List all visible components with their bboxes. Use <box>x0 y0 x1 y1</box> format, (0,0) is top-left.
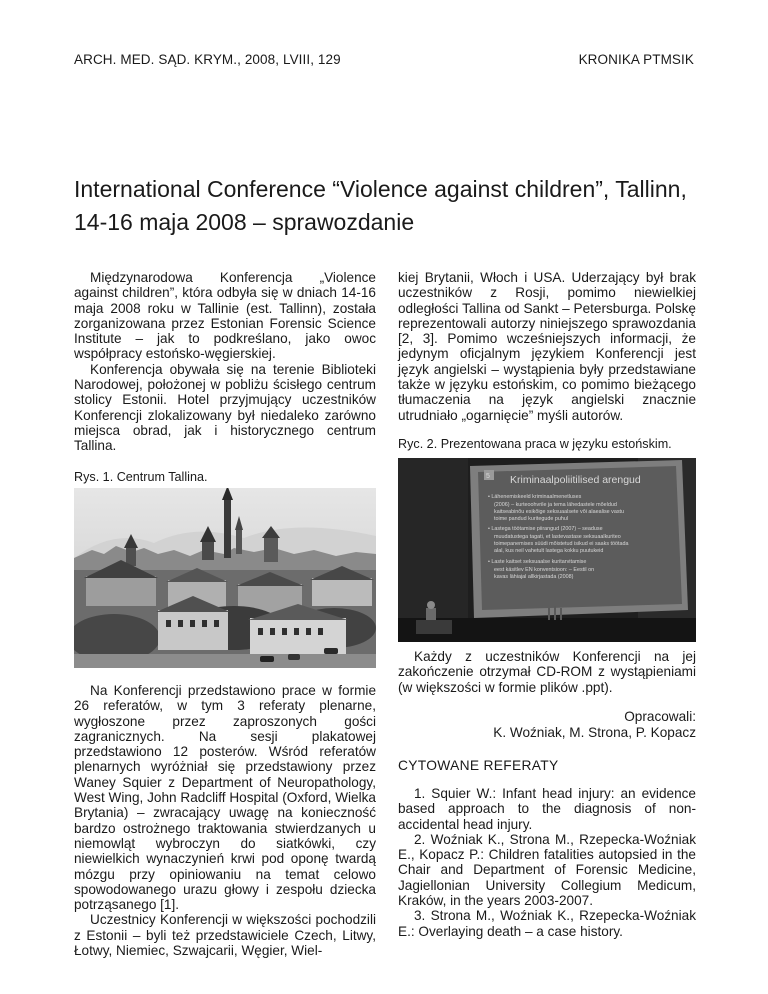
paragraph: Międzynarodowa Konferencja „Violence against children”, która odbyła się w dniach 14-16 maja 2008 roku w Tallinie (est. Tallinn), została zorganizowana przez Estonian Forensic Science Institute – jak to podkreślano, jako owoc współpracy estońsko-węgierskiej. <box>74 270 376 362</box>
left-column-report <box>74 683 376 958</box>
slide-line: kavas lähiajal allkirjastada (2008) <box>494 574 574 580</box>
figure-1-caption: Rys. 1. Centrum Tallina. <box>74 470 208 484</box>
slide-line: (2006) – kurteoohvrile ja tema lähedastele mõeldud <box>494 502 617 508</box>
slide-line: toime pandud kuritegude puhul <box>494 516 569 522</box>
left-column-intro <box>74 270 376 454</box>
slide-line: toimepanemises süüdi mõistetud isikud ei saaks töötada <box>494 541 629 547</box>
credits-names: K. Woźniak, M. Strona, P. Kopacz <box>493 725 696 740</box>
reference-item: 2. Woźniak K., Strona M., Rzepecka-Woźniak E., Kopacz P.: Children fatalities autopsied in the Chair and Department of Forensic Medicine, Jagiellonian University Collegium Medicum, Kraków, in the years 2003-2007. <box>398 831 696 909</box>
slide-line: • Laste kaitset seksuaalse kuritarvitamise <box>488 559 587 565</box>
journal-citation: ARCH. MED. SĄD. KRYM., 2008, LVIII, 129 <box>74 52 341 67</box>
authors-credit <box>398 709 696 741</box>
paragraph: Na Konferencji przedstawiono prace w formie 26 referatów, w tym 3 referaty plenarne, wygłoszone przez zaproszonych gości zagranicznych. Na sesji plakatowej przedstawiono 12 posterów. Wśród referatów plenarnych wyróżniał się przedstawiony przez Waney Squier z Department of Neuropathology, West Wing, John Radcliff Hospital (Oxford, Wielka Brytania) – zwracający uwagę na konieczność bardzo ostrożnego traktowania stwierdzanych u niemowląt wybroczyn do siatkówki, czy niewielkich wynaczynień krwi pod oponę twardą mózgu przy opiniowaniu na temat celowo spowodowanego urazu głowy i zespołu dziecka potrząsanego [1]. <box>74 683 376 913</box>
tallinn-city-photo <box>74 488 376 668</box>
references-heading: CYTOWANE REFERATY <box>398 758 559 773</box>
reference-item: 1. Squier W.: Infant head injury: an evidence based approach to the diagnosis of non-accidental head injury. <box>398 786 696 832</box>
right-column-cdrom <box>398 649 696 695</box>
references-list <box>398 786 696 939</box>
slide-line: • Lähenemiskeeld kriminaalmenetluses <box>488 494 582 500</box>
title-line-2: 14-16 maja 2008 – sprawozdanie <box>74 209 415 235</box>
article-title <box>74 173 714 239</box>
paragraph: Każdy z uczestników Konferencji na jej zakończenie otrzymał CD-ROM z wystąpieniami (w większości w formie plików .ppt). <box>398 649 696 695</box>
slide-number: 5 <box>486 473 490 480</box>
conference-slide-photo <box>398 458 696 642</box>
title-line-1: International Conference “Violence against children”, Tallinn, <box>74 176 687 202</box>
slide-line: alal, kus neil vahetult lastega kokku puutukeid <box>494 548 604 554</box>
slide-line: • Lastega töötamise piirangud (2007) – seaduse <box>488 526 603 532</box>
slide-line: eest käsitlev EN konventsioon: – Eestil on <box>494 567 595 573</box>
figure-2-caption: Ryc. 2. Prezentowana praca w języku estońskim. <box>398 437 672 451</box>
slide-heading: Kriminaalpoliitilised arengud <box>510 474 641 486</box>
paragraph: Uczestnicy Konferencji w większości pochodzili z Estonii – byli też przedstawiciele Czech, Litwy, Łotwy, Niemiec, Szwajcarii, Węgier, Wiel- <box>74 912 376 959</box>
slide-line: muudatustega tagati, et lastevastase seksuaalkuriteo <box>494 534 621 540</box>
slide-line: kaitseabinõu esikõige seksuaalsete või alaealise vastu <box>494 509 625 515</box>
paragraph: kiej Brytanii, Włoch i USA. Uderzający był brak uczestników z Rosji, pomimo niewielkiej odległości Tallina od Sankt – Petersburga. Polskę reprezentowali autorzy niniejszego sprawozdania [2, 3]. Pomimo wcześniejszych informacji, że jedynym oficjalnym językiem Konferencji jest język angielski – wystąpienia były przedstawiane także w języku estońskim, co pomimo bieżącego tłumaczenia na język angielski znacznie utrudniało „ogarnięcie” myśli autorów. <box>398 270 696 423</box>
credits-label: Opracowali: <box>624 709 696 724</box>
paragraph: Konferencja obywała się na terenie Biblioteki Narodowej, położonej w pobliżu ścisłego centrum stolicy Estonii. Hotel przyjmujący uczestników Konferencji zlokalizowany był niedaleko zarówno miejsca obrad, jak i historycznego centrum Tallina. <box>74 361 376 454</box>
right-column-continued <box>398 270 696 423</box>
section-name: KRONIKA PTMSIK <box>578 52 694 67</box>
reference-item: 3. Strona M., Woźniak K., Rzepecka-Woźniak E.: Overlaying death – a case history. <box>398 908 696 939</box>
